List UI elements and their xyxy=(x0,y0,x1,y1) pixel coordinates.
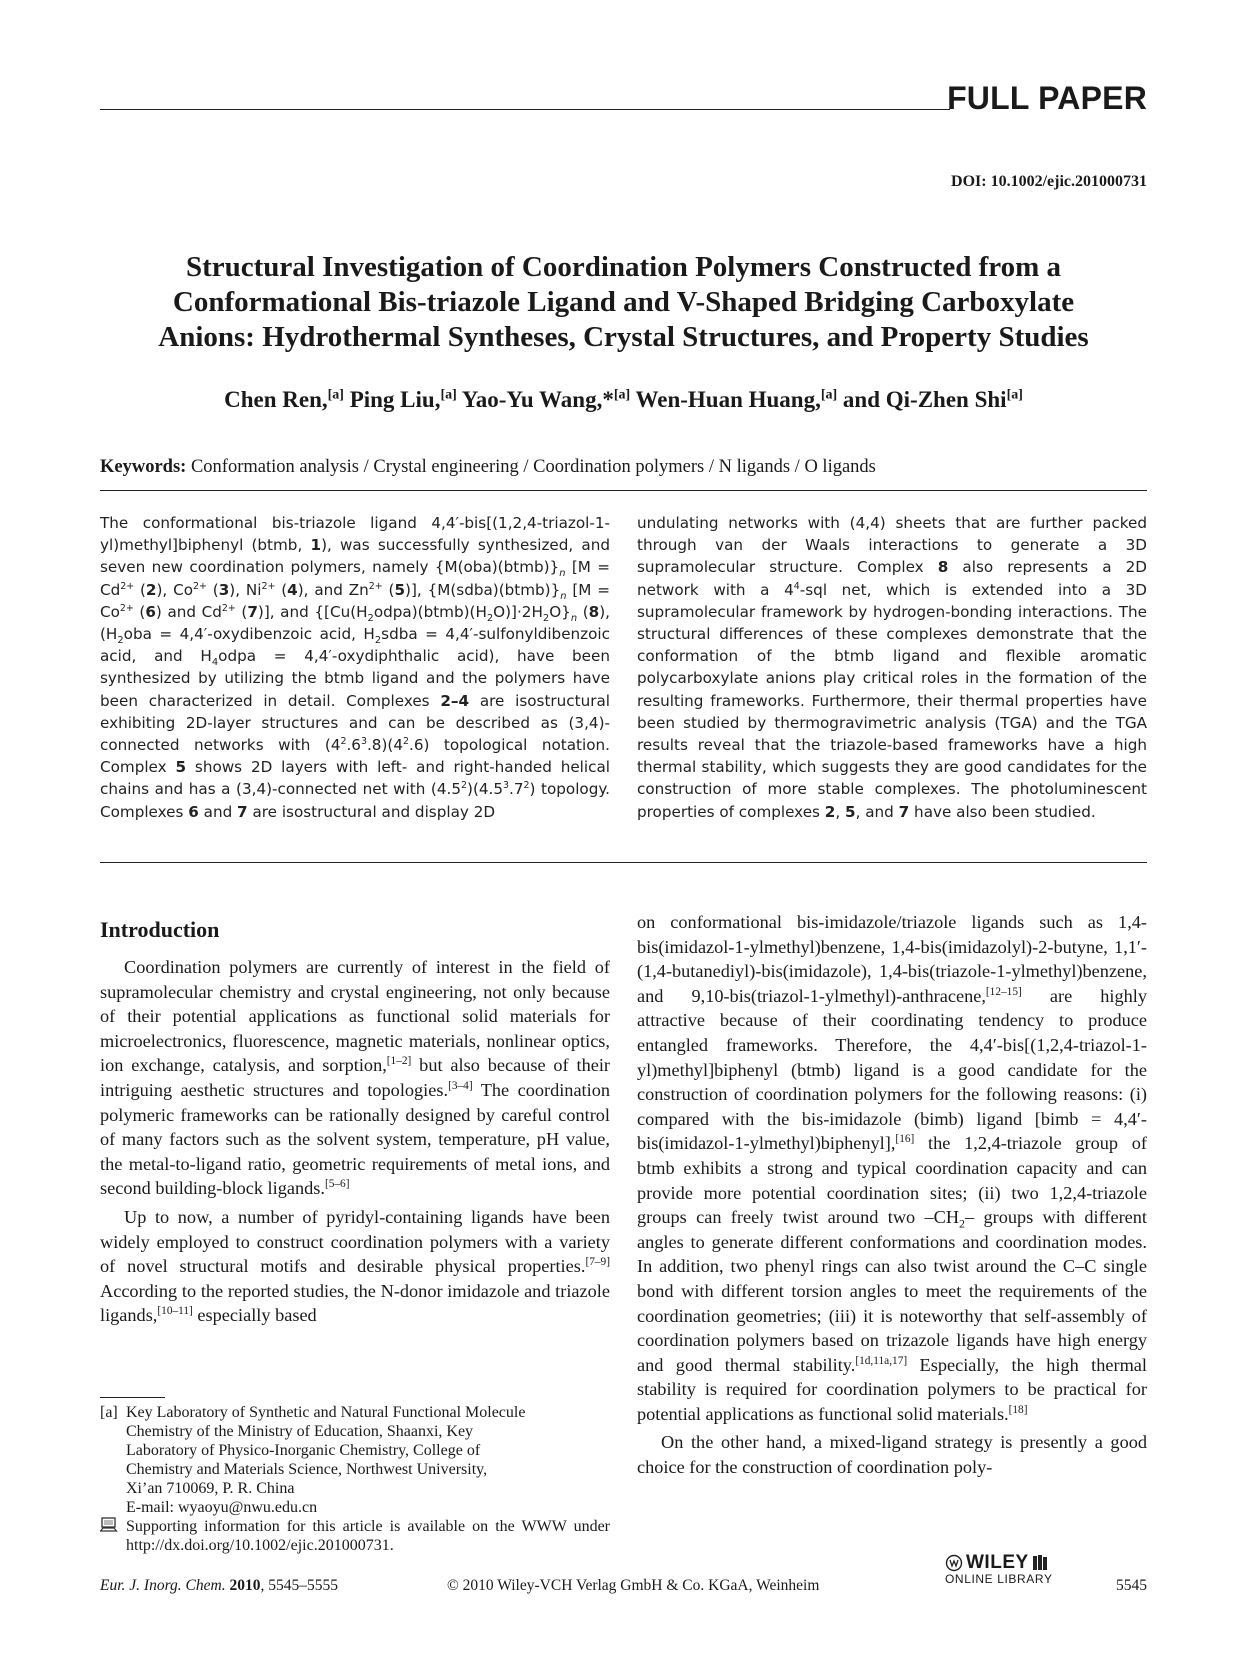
wiley-seal-icon xyxy=(945,1554,963,1572)
journal-citation: Eur. J. Inorg. Chem. 2010, 5545–5555 xyxy=(100,1577,338,1594)
citation[interactable]: [18] xyxy=(1008,1403,1028,1416)
body-right-column xyxy=(637,910,1147,1480)
citation[interactable]: [1–2] xyxy=(386,1055,412,1068)
author: Chen Ren,[a] xyxy=(224,387,344,412)
section-heading: Introduction xyxy=(100,917,220,942)
article-title xyxy=(100,250,1147,355)
affiliation-line: Key Laboratory of Synthetic and Natural Functional Molecule xyxy=(126,1404,526,1421)
page-number: 5545 xyxy=(1116,1577,1147,1594)
abstract-right-column: undulating networks with (4,4) sheets that are further packed through van der Waals interactions to generate a 3D supramolecular structure. Complex 8 also represents a 2D network with a $4^4$-sql net, which is extended into a 3D supramolecular framework by hydrogen-bonding interactions. The structural differences of these complexes demonstrate that the conformation of the btmb ligand and flexible aromatic polycarboxylate anions play critical roles in the formation of the resulting frameworks. Furthermore, their thermal properties have been studied by thermogravimetric analysis (TGA) and the TGA results reveal that the triazole-based frameworks have a high thermal stability, which suggests they are good candidates for the construction of more stable complexes. The photoluminescent properties of complexes 2, 5, and 7 have also been studied. xyxy=(637,514,1147,821)
citation[interactable]: [5–6] xyxy=(324,1178,350,1191)
paragraph: Coordination polymers are currently of interest in the field of supramolecular chemistry and crystal engineering, not only because of their potential applications as functional solid materials for microelectronics, fluorescence, magnetic materials, nonlinear optics, ion exchange, catalysis, and sorption,[1–2] but also because of their intriguing aesthetic structures and topologies.[3–4] The coordination polymeric frameworks can be rationally designed by careful control of many factors such as the solvent system, temperature, pH value, the metal-to-ligand ratio, geometric requirements of metal ions, and second building-block ligands.[5–6] xyxy=(100,957,610,1199)
affiliation-line: Chemistry of the Ministry of Education, Shaanxi, Key xyxy=(126,1423,474,1440)
title-line: Structural Investigation of Coordination Polymers Constructed from a xyxy=(185,251,1062,283)
author: Ping Liu,[a] xyxy=(349,387,457,412)
section-label: FULL PAPER xyxy=(947,80,1147,116)
affiliation-footnote xyxy=(100,1403,610,1555)
author: and Qi-Zhen Shi[a] xyxy=(842,387,1023,412)
supporting-info[interactable]: Supporting information for this article is available on the WWW under http://dx.doi.org/10.1002/ejic.201000731. xyxy=(126,1518,610,1554)
citation[interactable]: [10–11] xyxy=(157,1305,193,1318)
footnote-mark: [a] xyxy=(100,1404,118,1421)
header-rule xyxy=(100,109,950,110)
affiliation-line: Xi’an 710069, P. R. China xyxy=(126,1480,295,1497)
citation[interactable]: [12–15] xyxy=(985,985,1022,998)
paragraph: Up to now, a number of pyridyl-containing ligands have been widely employed to construct coordination polymers with a variety of novel structural motifs and desirable physical properties.[7–9] According to the reported studies, the N-donor imidazole and triazole ligands,[10–11] especially based xyxy=(100,1206,610,1326)
author: Yao-Yu Wang,*[a] xyxy=(461,387,631,412)
author: Wen-Huan Huang,[a] xyxy=(635,387,838,412)
paragraph: on conformational bis-imidazole/triazole ligands such as 1,4-bis(imidazol-1-ylmethyl)benzene, 1,4-bis(imidazolyl)-2-butyne, 1,1′-(1,4-butanediyl)-bis(imidazole), 1,4-bis(triazole-1-ylmethyl)benzene, and 9,10-bis(triazol-1-ylmethyl)-anthracene,[12–15] are highly attractive because of their coordinating tendency to produce entangled frameworks. Therefore, the 4,4′-bis[(1,2,4-triazol-1-yl)methyl]biphenyl (btmb) ligand is a good candidate for the construction of coordination polymers for the following reasons: (i) compared with the bis-imidazole (bimb) ligand [bimb = 4,4′-bis(imidazol-1-ylmethyl)biphenyl],[16] the 1,2,4-triazole group of btmb exhibits a strong and typical coordination capacity and can provide more potential coordination sites; (ii) two 1,2,4-triazole groups can freely twist around two $-CH_2-$ groups with different angles to generate different conformations and coordination modes. In addition, two phenyl rings can also twist around the C–C single bond with different torsion angles to meet the requirements of the coordination geometries; (iii) it is noteworthy that self-assembly of coordination polymers based on trizazole ligands have high energy and good thermal stability.[1d,11a,17] Especially, the high thermal stability is required for coordination polymers to be practical for potential applications as functional solid materials.[18] xyxy=(637,912,1147,1424)
affiliation-line: Chemistry and Materials Science, Northwest University, xyxy=(126,1461,488,1478)
keywords xyxy=(100,457,1147,478)
keywords-label: Keywords: xyxy=(100,457,187,477)
citation[interactable]: [3–4] xyxy=(448,1079,473,1092)
keywords-text: Conformation analysis / Crystal engineering / Coordination polymers / N ligands / O ligands xyxy=(190,457,876,477)
footnote-rule xyxy=(100,1397,165,1398)
author-list xyxy=(100,387,1147,413)
paragraph: On the other hand, a mixed-ligand strategy is presently a good choice for the construction of coordination poly- xyxy=(637,1432,1147,1478)
title-line: Conformational Bis-triazole Ligand and V-Shaped Bridging Carboxylate xyxy=(172,286,1075,318)
divider xyxy=(100,490,1147,491)
affiliation-line: Laboratory of Physico-Inorganic Chemistry, College of xyxy=(126,1442,481,1459)
title-line: Anions: Hydrothermal Syntheses, Crystal Structures, and Property Studies xyxy=(158,321,1089,353)
divider xyxy=(100,862,1147,863)
citation[interactable]: [7–9] xyxy=(585,1256,610,1269)
citation[interactable]: [1d,11a,17] xyxy=(855,1354,908,1367)
doi[interactable]: DOI: 10.1002/ejic.201000731 xyxy=(951,173,1147,190)
book-icon xyxy=(1032,1554,1048,1572)
copyright: © 2010 Wiley-VCH Verlag GmbH & Co. KGaA, Weinheim xyxy=(447,1577,820,1594)
body-left-column xyxy=(100,955,610,1328)
email-link[interactable]: E-mail: wyaoyu@nwu.edu.cn xyxy=(126,1499,318,1516)
abstract-left-column: The conformational bis-triazole ligand 4,4′-bis[(1,2,4-triazol-1-yl)methyl]biphenyl (btmb, 1), was successfully synthesized, and seven new coordination polymers, namely $\{M(oba)(btmb)\}_n$ [$M = Cd^{2+}$ (2), $Co^{2+}$ (3), $Ni^{2+}$ (4), and $Zn^{2+}$ (5)], $\{M(sdba)(btmb)\}_n$ [$M = Co^{2+}$ (6) and $Cd^{2+}$ (7)], and $\{[Cu(H_2odpa)(btmb)(H_2O)]\cdot 2H_2O\}_n$ (8), ($H_2oba$ = 4,4′-oxydibenzoic acid, $H_2sdba$ = 4,4′-sulfonyldibenzoic acid, and $H_4odpa$ = 4,4′-oxydiphthalic acid), have been synthesized by utilizing the btmb ligand and the polymers have been characterized in detail. Complexes 2–4 are isostructural exhibiting 2D-layer structures and can be described as (3,4)-connected networks with $(4^2.6^3.8)(4^2.6)$ topological notation. Complex 5 shows 2D layers with left- and right-handed helical chains and has a (3,4)-connected net with $(4.5^2)(4.5^3.7^2)$ topology. Complexes 6 and 7 are isostructural and display 2D xyxy=(100,514,611,821)
citation[interactable]: [16] xyxy=(895,1133,915,1146)
wiley-logo[interactable]: WILEY ONLINE LIBRARY xyxy=(945,1552,1053,1586)
computer-icon xyxy=(100,1517,126,1555)
